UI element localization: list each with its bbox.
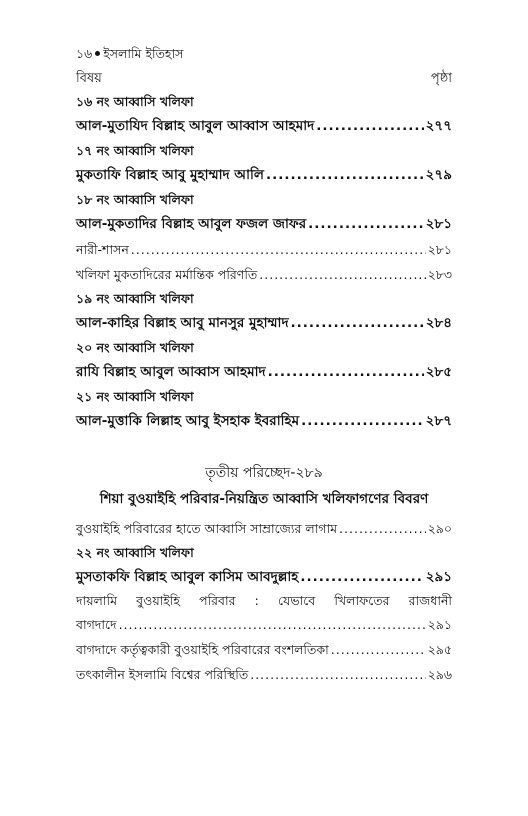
toc-entry xyxy=(76,262,452,287)
entry-text: আল-মুকতাদির বিল্লাহ আবুল ফজল জাফর xyxy=(76,216,307,232)
entry-text: তৎকালীন ইসলামি বিশ্বের পরিস্থিতি xyxy=(76,667,249,682)
leader-dots xyxy=(301,409,424,434)
section-heading: ১৭ নং আব্বাসি খলিফা xyxy=(76,143,194,158)
leader-dots xyxy=(316,114,423,139)
entry-page: ২৯৬ xyxy=(427,667,452,682)
entry-word: রাজধানী xyxy=(408,593,452,608)
bullet-icon xyxy=(95,51,100,56)
section-heading: ১৯ নং আব্বাসি খলিফা xyxy=(76,291,194,306)
running-header xyxy=(76,44,452,64)
leader-dots xyxy=(331,637,426,662)
leader-dots xyxy=(268,360,424,385)
entry-word: খিলাফতের xyxy=(334,593,390,608)
toc-list-final xyxy=(76,637,452,687)
entry-text: আল-মুতাযিদ বিল্লাহ আবুল আব্বাস আহমাদ xyxy=(76,118,315,134)
toc-entry xyxy=(76,662,452,687)
toc-entry xyxy=(76,637,452,662)
entry-text: খলিফা মুকতাদিরের মর্মান্তিক পরিণতি xyxy=(76,267,258,282)
toc-entry xyxy=(76,237,452,262)
toc-list-before xyxy=(76,90,452,434)
toc-entry xyxy=(76,114,452,139)
entry-page: ২৮৩ xyxy=(427,267,452,282)
leader-dots xyxy=(250,662,425,687)
chapter-title: তৃতীয় পরিচ্ছেদ-২৮৯ xyxy=(205,465,323,481)
leader-dots xyxy=(119,612,426,637)
leader-dots xyxy=(291,311,424,336)
entry-word: দায়লামি xyxy=(76,593,118,608)
page-column-header: পৃষ্ঠা xyxy=(430,71,452,86)
chapter-subtitle: শিয়া বুওয়াইহি পরিবার-নিয়ন্ত্রিত আব্বাসি খলিফাগণের বিবরণ xyxy=(99,491,429,507)
toc-page xyxy=(76,44,452,687)
leader-dots xyxy=(131,237,426,262)
entry-page: ২৮৫ xyxy=(425,364,452,380)
entry-text: বুওয়াইহি পরিবারের হাতে আব্বাসি সাম্রাজ্যের লাগাম xyxy=(76,521,338,536)
entry-text: মুকতাফি বিল্লাহ আবু মুহাম্মাদ আলি xyxy=(76,167,264,183)
entry-page: ২৮১ xyxy=(427,242,452,257)
entry-page: ২৮১ xyxy=(425,216,452,232)
wrapped-entry-line-2 xyxy=(76,612,452,637)
entry-page: ২৭৯ xyxy=(425,167,452,183)
leader-dots xyxy=(300,565,423,590)
toc-entry-wrapped xyxy=(76,590,452,637)
entry-page: ২৮৪ xyxy=(425,315,452,331)
section-heading: ১৮ নং আব্বাসি খলিফা xyxy=(76,192,194,207)
section-heading: ২১ নং আব্বাসি খলিফা xyxy=(76,389,194,404)
toc-entry xyxy=(76,163,452,188)
leader-dots xyxy=(339,516,426,541)
entry-page: ২৭৭ xyxy=(425,118,452,134)
section-heading: ২০ নং আব্বাসি খলিফা xyxy=(76,340,194,355)
toc-list-after xyxy=(76,516,452,590)
leader-dots xyxy=(266,163,424,188)
entry-text: আল-মুত্তাকি লিল্লাহ আবু ইসহাক ইবরাহিম xyxy=(76,413,300,429)
entry-word: বুওয়াইহি xyxy=(136,593,180,608)
toc-entry xyxy=(76,212,452,237)
toc-entry xyxy=(76,409,452,434)
entry-text: নারী-শাসন xyxy=(76,242,129,257)
leader-dots xyxy=(308,212,424,237)
leader-dots xyxy=(259,262,425,287)
toc-entry xyxy=(76,565,452,590)
book-title: ইসলামি ইতিহাস xyxy=(103,46,184,61)
section-heading: ১৬ নং আব্বাসি খলিফা xyxy=(76,94,194,109)
entry-page: ২৯১ xyxy=(425,569,452,585)
section-heading: ২২ নং আব্বাসি খলিফা xyxy=(76,545,194,560)
entry-word: যেভাবে xyxy=(278,593,316,608)
entry-page: ২৯৫ xyxy=(427,642,452,657)
wrapped-entry-line-1 xyxy=(76,590,452,612)
entry-text: বাগদাদে xyxy=(76,617,117,632)
entry-text: রাযি বিল্লাহ আবুল আব্বাস আহমাদ xyxy=(76,364,266,380)
column-headers xyxy=(76,68,452,90)
toc-entry xyxy=(76,516,452,541)
entry-word: : xyxy=(254,593,259,608)
subject-column-header: বিষয় xyxy=(76,71,102,86)
entry-text: আল-কাহির বিল্লাহ আবু মানসুর মুহাম্মাদ xyxy=(76,315,289,331)
toc-entry xyxy=(76,311,452,336)
entry-word: পরিবার xyxy=(199,593,236,608)
page-number: ১৬ xyxy=(76,46,93,61)
entry-page: ২৯০ xyxy=(427,521,452,536)
entry-page: ২৯১ xyxy=(427,617,452,632)
toc-entry xyxy=(76,360,452,385)
entry-text: মুসতাকফি বিল্লাহ আবুল কাসিম আবদুল্লাহ xyxy=(76,569,299,585)
entry-text: বাগদাদে কর্তৃত্বকারী বুওয়াইহি পরিবারের বংশলতিকা xyxy=(76,642,329,657)
entry-page: ২৮৭ xyxy=(425,413,452,429)
